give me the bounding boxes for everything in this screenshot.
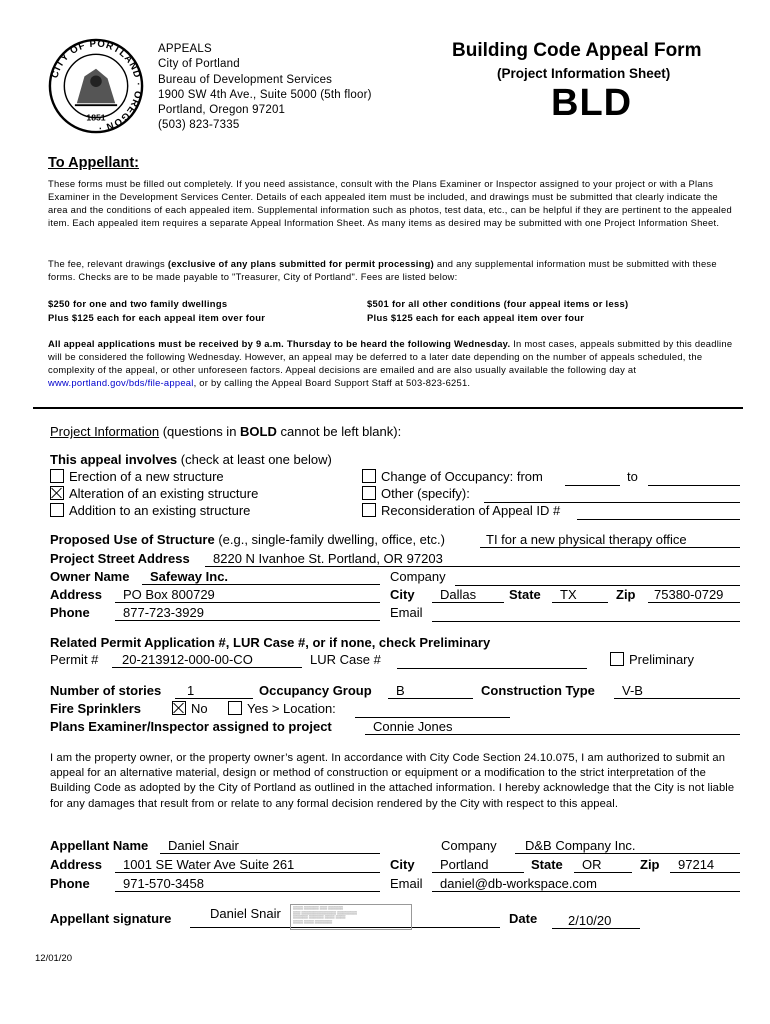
footer-date: 12/01/20	[35, 953, 72, 964]
examiner-label: Plans Examiner/Inspector assigned to project	[50, 719, 332, 734]
form-subtitle: (Project Information Sheet)	[497, 66, 671, 81]
text: All appeal applications must be received by 9 a.m. Thursday to be heard the following Wednesday.	[48, 338, 511, 349]
preliminary-option[interactable]	[610, 652, 694, 668]
email-field[interactable]	[432, 605, 740, 622]
form-title: Building Code Appeal Form	[452, 40, 702, 61]
examiner-field[interactable]: Connie Jones	[365, 719, 740, 735]
text: (questions in	[159, 424, 241, 439]
e-signature-stamp: ▒▒▒▒ ▒▒▒▒▒▒ ▒▒▒ ▒▒▒▒▒▒ ▒▒▒ ▒▒▒▒▒▒▒▒▒▒▒▒▒▒ ▒▒▒▒▒▒▒▒ ▒▒▒▒▒▒ ▒▒▒▒▒▒ ▒▒▒▒ ▒▒▒▒ ▒▒▒▒ ▒▒▒▒ ▒▒▒▒▒▒▒	[290, 904, 412, 930]
text: Other (specify):	[381, 486, 470, 501]
checkbox[interactable]	[610, 652, 624, 666]
text: Preliminary	[629, 652, 695, 667]
text: , or by calling the Appeal Board Support Staff at 503-823-6251.	[193, 377, 471, 388]
text: (exclusive of any plans submitted for permit processing)	[167, 258, 434, 269]
text: Proposed Use of Structure	[50, 532, 215, 547]
declaration-text: I am the property owner, or the property owner’s agent. In accordance with City Code Section 24.10.075, I am authorized to submit an appeal for an alternative material, design or method of construction or equipment or a modification to the strict interpretation of the Building Code as adopted by the City of Portland as outlined in the attached information. I hereby acknowledge that the City is not liable for any damages that result from or relate to any formal decision rendered by the City with respect to this appeal.	[50, 752, 735, 810]
checkbox[interactable]	[362, 503, 376, 517]
svg-text:CITY OF PORTLAND · OREGON ·: CITY OF PORTLAND · OREGON ·	[49, 38, 144, 134]
text: (e.g., single-family dwelling, office, etc.)	[214, 532, 445, 547]
opt-alteration[interactable]	[50, 486, 258, 502]
construction-field[interactable]: V-B	[614, 683, 740, 699]
checkbox[interactable]	[362, 469, 376, 483]
fee-item: Plus $125 each for each appeal item over four	[367, 311, 585, 323]
text: Alteration of an existing structure	[69, 486, 259, 501]
text: The fee, relevant drawings	[48, 258, 168, 269]
project-heading	[50, 424, 401, 440]
appellant-email-label: Email	[390, 876, 423, 891]
to-label: to	[627, 469, 638, 484]
opt-reconsideration[interactable]	[362, 503, 560, 519]
address-line: Portland, Oregon 97201	[158, 104, 286, 117]
permit-field[interactable]: 20-213912-000-00-CO	[112, 652, 302, 668]
lur-label: LUR Case #	[310, 652, 381, 667]
address-line: APPEALS	[158, 43, 212, 55]
section-divider	[33, 407, 743, 409]
state-label: State	[509, 587, 541, 602]
signature-label: Appellant signature	[50, 911, 172, 926]
other-field[interactable]	[484, 486, 740, 503]
sprinklers-yes-option[interactable]	[228, 701, 336, 717]
text: Yes > Location:	[247, 701, 336, 716]
checkbox[interactable]	[362, 486, 376, 500]
intro-heading: To Appellant:	[48, 155, 140, 171]
fee-list-left	[48, 297, 265, 324]
appellant-company-field[interactable]: D&B Company Inc.	[515, 838, 740, 854]
fee-list-right	[367, 297, 628, 324]
fee-item: $501 for all other conditions (four appeal items or less)	[367, 298, 629, 309]
intro-paragraph-3	[48, 337, 738, 389]
address-field[interactable]: PO Box 800729	[115, 587, 380, 603]
appellant-phone-field[interactable]: 971-570-3458	[115, 876, 380, 892]
appellant-city-label: City	[390, 857, 415, 872]
permit-label: Permit #	[50, 652, 99, 667]
checkbox-checked[interactable]	[172, 701, 186, 715]
zip-field[interactable]: 75380-0729	[648, 587, 740, 603]
text: (check at least one below)	[177, 452, 332, 467]
appellant-email-field[interactable]: daniel@db-workspace.com	[432, 876, 740, 892]
appellant-zip-field[interactable]: 97214	[670, 857, 740, 873]
construction-label: Construction Type	[481, 683, 595, 698]
text: BOLD	[240, 424, 277, 439]
stories-field[interactable]: 1	[175, 683, 253, 699]
bureau-address	[158, 42, 372, 134]
phone-label: Phone	[50, 605, 90, 620]
intro-paragraph-2	[48, 257, 738, 283]
appeal-link[interactable]: www.portland.gov/bds/file-appeal	[48, 377, 194, 388]
checkbox[interactable]	[50, 503, 64, 517]
appeal-id-field[interactable]	[577, 503, 740, 520]
change-from-field[interactable]	[565, 469, 620, 486]
lur-field[interactable]	[397, 652, 587, 669]
appellant-name-label: Appellant Name	[50, 838, 149, 853]
appellant-state-label: State	[531, 857, 563, 872]
text: Erection of a new structure	[69, 469, 224, 484]
appellant-address-field[interactable]: 1001 SE Water Ave Suite 261	[115, 857, 380, 873]
text: No	[191, 701, 208, 716]
date-label: Date	[509, 911, 538, 926]
opt-erection[interactable]	[50, 469, 224, 485]
text: Addition to an existing structure	[69, 503, 251, 518]
appellant-state-field[interactable]: OR	[574, 857, 632, 873]
city-label: City	[390, 587, 415, 602]
company-field[interactable]	[455, 569, 740, 586]
involves-label	[50, 452, 332, 468]
street-field[interactable]: 8220 N Ivanhoe St. Portland, OR 97203	[205, 551, 740, 567]
owner-label: Owner Name	[50, 569, 130, 584]
address-line: Bureau of Development Services	[158, 73, 333, 86]
sprinklers-no-option[interactable]	[172, 701, 208, 717]
stories-label: Number of stories	[50, 683, 162, 698]
text: This appeal involves	[50, 452, 178, 467]
opt-addition[interactable]	[50, 503, 250, 519]
related-label: Related Permit Application #, LUR Case #, or if none, check Preliminary	[50, 635, 491, 650]
company-label: Company	[390, 569, 446, 584]
appellant-phone-label: Phone	[50, 876, 90, 891]
address-line: 1900 SW 4th Ave., Suite 5000 (5th floor)	[158, 88, 372, 101]
appellant-city-field[interactable]: Portland	[432, 857, 524, 873]
checkbox[interactable]	[228, 701, 242, 715]
text: cannot be left blank):	[276, 424, 402, 439]
intro-paragraph-1: These forms must be filled out completely. If you need assistance, consult with the Plans Examiner or Inspector assigned to your project or with a Plans Examiner in the Development Services Center. Details of each appealed item must be included, and drawings must be submitted that clearly indicate the area and the conditions of each appealed item. Supplemental information such as photos, test data, etc., can be helpful if they are pertinent to the appealed item. Each appealed item requires a separate Appeal Information Sheet. As many items as desired may be submitted with one Project Information Sheet.	[48, 178, 732, 228]
zip-label: Zip	[616, 587, 636, 602]
city-field[interactable]: Dallas	[432, 587, 504, 603]
text: Change of Occupancy: from	[381, 469, 543, 484]
text: Project Information	[50, 424, 160, 439]
use-label	[50, 532, 445, 548]
form-code: BLD	[551, 82, 633, 124]
use-field[interactable]: TI for a new physical therapy office	[480, 532, 740, 548]
phone-field[interactable]: 877-723-3929	[115, 605, 380, 621]
checkbox-checked[interactable]	[50, 486, 64, 500]
opt-other[interactable]	[362, 486, 470, 502]
change-to-field[interactable]	[648, 469, 740, 486]
opt-change[interactable]	[362, 469, 543, 485]
occupancy-field[interactable]: B	[388, 683, 473, 699]
owner-field[interactable]: Safeway Inc.	[142, 569, 380, 585]
address-label: Address	[50, 587, 103, 602]
street-label: Project Street Address	[50, 551, 190, 566]
fee-item: Plus $125 each for each appeal item over four	[48, 311, 266, 323]
text: Reconsideration of Appeal ID #	[381, 503, 561, 518]
city-seal-logo	[48, 38, 144, 134]
sprinklers-label: Fire Sprinklers	[50, 701, 142, 716]
appellant-company-label: Company	[441, 838, 497, 853]
appellant-address-label: Address	[50, 857, 103, 872]
text: and any supplemental information must be submitted with these forms. Checks are to be made payable to "Treasurer, City of Portland". Fees are listed below:	[48, 258, 717, 282]
appellant-name-field[interactable]: Daniel Snair	[160, 838, 380, 854]
email-label: Email	[390, 605, 423, 620]
address-line: (503) 823-7335	[158, 119, 240, 132]
state-field[interactable]: TX	[552, 587, 608, 603]
signature-value: Daniel Snair	[210, 906, 281, 921]
text: In most cases, appeals submitted by this deadline will be considered the following Wednesday. However, an appeal may be deferred to a later date depending on the number of appeals scheduled, the complexity of the appeal, or other unforeseen factors. Appeal decisions are emailed and are also usually available the following day at	[48, 338, 733, 375]
sprinklers-location-field[interactable]	[355, 701, 510, 718]
checkbox[interactable]	[50, 469, 64, 483]
svg-text:1851: 1851	[86, 112, 106, 123]
occupancy-label: Occupancy Group	[259, 683, 372, 698]
date-field[interactable]: 2/10/20	[552, 913, 640, 929]
appellant-zip-label: Zip	[640, 857, 660, 872]
fee-item: $250 for one and two family dwellings	[48, 298, 228, 309]
address-line: City of Portland	[158, 58, 240, 71]
